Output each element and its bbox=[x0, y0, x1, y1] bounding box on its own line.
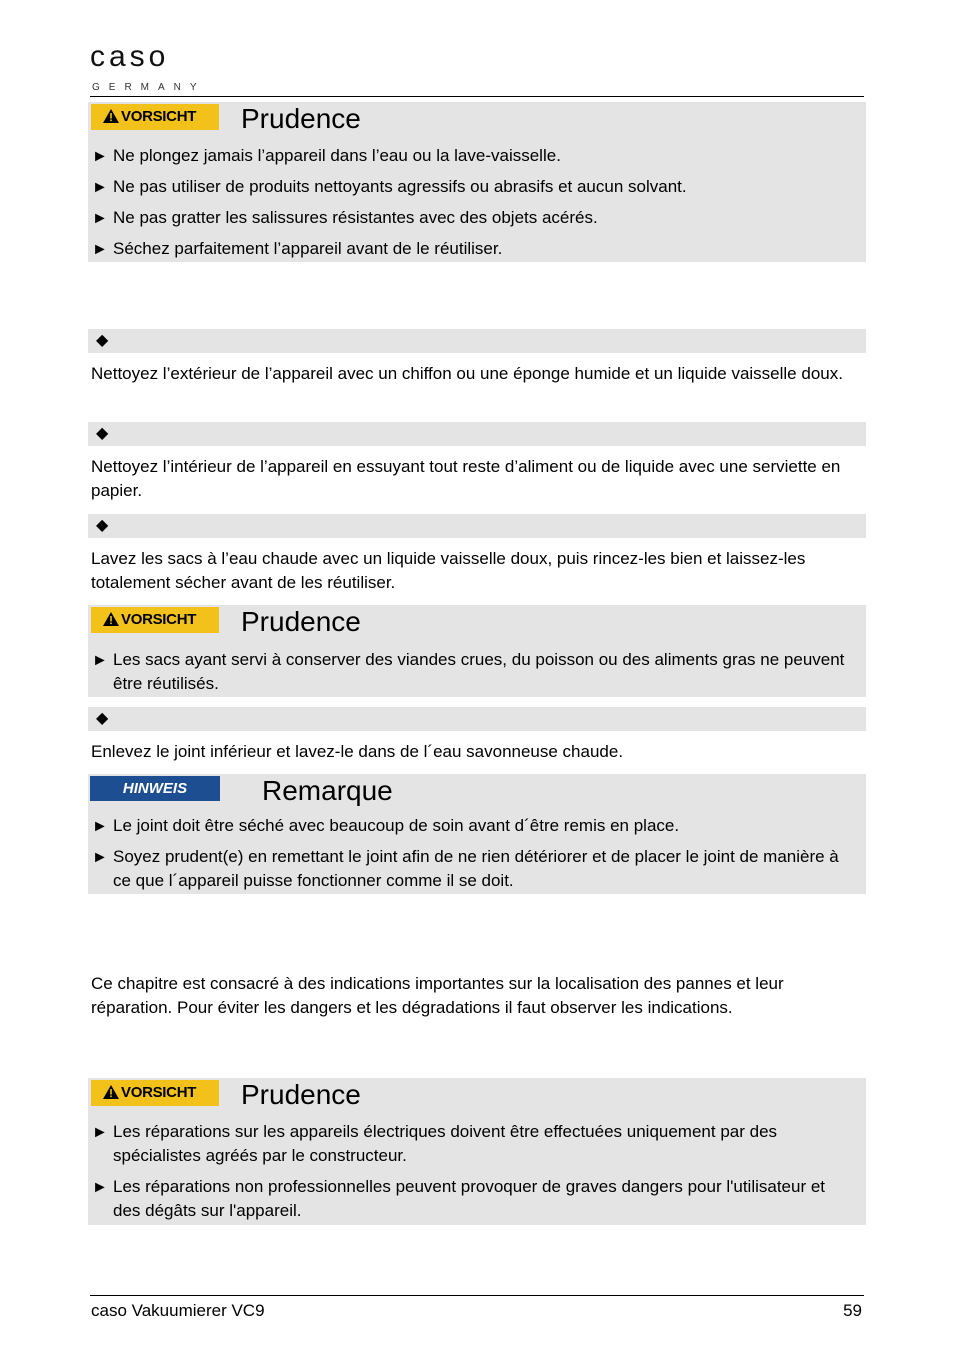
vorsicht-badge bbox=[91, 607, 219, 633]
bullet-arrow-icon: ► bbox=[92, 818, 108, 835]
box-title: Prudence bbox=[241, 606, 361, 637]
diamond-icon: ◆ bbox=[96, 710, 109, 727]
paragraph: Nettoyez l’intérieur de l’appareil en essuyant tout reste d’aliment ou de liquide avec une serviette en papier. bbox=[91, 457, 841, 500]
diamond-icon: ◆ bbox=[96, 425, 109, 442]
footer-rule bbox=[90, 1295, 864, 1296]
hinweis-badge: HINWEIS bbox=[90, 776, 220, 801]
caution-box-3 bbox=[88, 1078, 866, 1225]
section-bar bbox=[88, 329, 866, 353]
bullet-arrow-icon: ► bbox=[92, 210, 108, 227]
paragraph: Lavez les sacs à l’eau chaude avec un liquide vaisselle doux, puis rincez-les bien et laissez-les totalement sécher avant de les réutiliser. bbox=[91, 549, 806, 592]
diamond-icon: ◆ bbox=[96, 332, 109, 349]
warning-triangle-icon bbox=[103, 609, 119, 635]
badge-label: VORSICHT bbox=[121, 611, 197, 628]
caso-logo bbox=[80, 32, 210, 98]
bullet-arrow-icon: ► bbox=[92, 179, 108, 196]
header-rule bbox=[90, 96, 864, 97]
warning-triangle-icon bbox=[103, 1082, 119, 1108]
paragraph-intro: Ce chapitre est consacré à des indications importantes sur la localisation des pannes et leur réparation. Pour éviter les dangers et les dégradations il faut observer les indications. bbox=[91, 974, 784, 1017]
caution-box-1 bbox=[88, 102, 866, 262]
list-item: ► Les réparations non professionnelles peuvent provoquer de graves dangers pour l'utilisateur et des dégâts sur l'appareil. bbox=[92, 1177, 826, 1220]
logo-word: caso bbox=[90, 40, 170, 73]
list-item: ► Ne plongez jamais l’appareil dans l’eau ou la lave-vaisselle. bbox=[92, 144, 852, 169]
list-item: ► Les réparations sur les appareils électriques doivent être effectuées uniquement par des spécialistes agréés par le constructeur. bbox=[92, 1122, 778, 1165]
bullet-arrow-icon: ► bbox=[92, 148, 108, 165]
badge-label: VORSICHT bbox=[121, 1084, 197, 1101]
list-item: ► Séchez parfaitement l’appareil avant de le réutiliser. bbox=[92, 237, 852, 262]
caution-box-2 bbox=[88, 605, 866, 697]
section-bar bbox=[88, 707, 866, 731]
bullet-arrow-icon: ► bbox=[92, 652, 108, 669]
list-item: ► Ne pas gratter les salissures résistantes avec des objets acérés. bbox=[92, 206, 852, 231]
box-title: Prudence bbox=[241, 103, 361, 134]
section-bar bbox=[88, 422, 866, 446]
box-title: Prudence bbox=[241, 1079, 361, 1110]
warning-triangle-icon bbox=[103, 106, 119, 132]
page-number: 59 bbox=[843, 1301, 862, 1320]
vorsicht-badge bbox=[91, 1080, 219, 1106]
paragraph: Nettoyez l’extérieur de l’appareil avec un chiffon ou une éponge humide et un liquide vaisselle doux. bbox=[91, 364, 843, 383]
footer-title: caso Vakuumierer VC9 bbox=[91, 1301, 265, 1320]
box-title: Remarque bbox=[262, 775, 393, 806]
list-item: ► Soyez prudent(e) en remettant le joint afin de ne rien détériorer et de placer le joint de manière à ce que l´appareil puisse fonctionner comme il se doit. bbox=[92, 847, 839, 890]
logo-sub: GERMANY bbox=[92, 82, 206, 93]
vorsicht-badge bbox=[91, 104, 219, 130]
paragraph: Enlevez le joint inférieur et lavez-le dans de l´eau savonneuse chaude. bbox=[91, 742, 624, 761]
list-item: ► Le joint doit être séché avec beaucoup de soin avant d´être remis en place. bbox=[92, 814, 852, 839]
list-item: ► Ne pas utiliser de produits nettoyants agressifs ou abrasifs et aucun solvant. bbox=[92, 175, 852, 200]
badge-label: VORSICHT bbox=[121, 108, 197, 125]
bullet-arrow-icon: ► bbox=[92, 1179, 108, 1196]
bullet-arrow-icon: ► bbox=[92, 1124, 108, 1141]
bullet-arrow-icon: ► bbox=[92, 241, 108, 258]
section-bar bbox=[88, 514, 866, 538]
bullet-arrow-icon: ► bbox=[92, 849, 108, 866]
note-box bbox=[88, 774, 866, 894]
diamond-icon: ◆ bbox=[96, 517, 109, 534]
list-item: ► Les sacs ayant servi à conserver des viandes crues, du poisson ou des aliments gras ne peuvent être réutilisés. bbox=[92, 650, 845, 693]
